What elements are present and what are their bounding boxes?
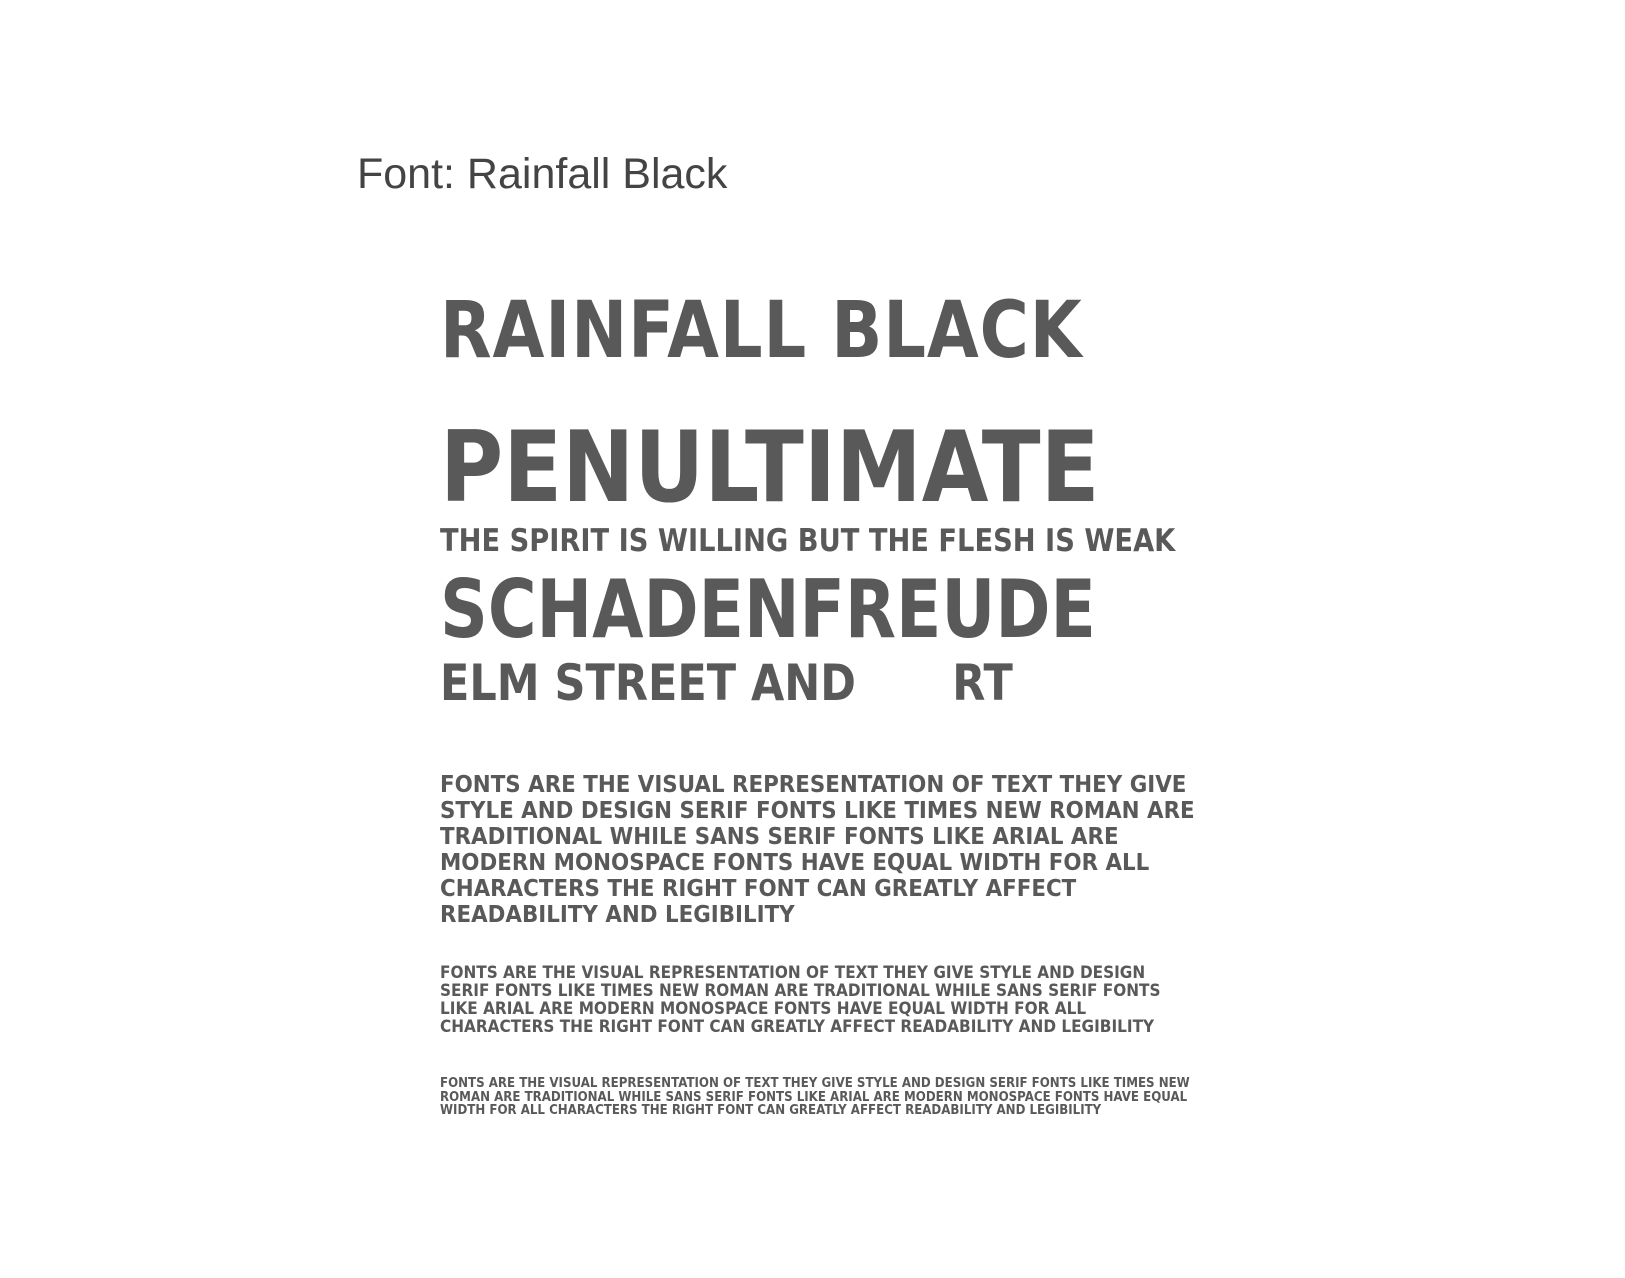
paragraph-line: LIKE ARIAL ARE MODERN MONOSPACE FONTS HAVE EQUAL WIDTH FOR ALL — [440, 999, 1087, 1019]
specimen-word-schadenfreude: SCHADENFREUDE — [440, 563, 1096, 656]
paragraph-line: STYLE AND DESIGN SERIF FONTS LIKE TIMES NEW ROMAN ARE — [440, 798, 1195, 824]
specimen-word-penultimate: PENULTIMATE — [440, 411, 1100, 525]
paragraph-large — [440, 772, 1251, 928]
paragraph-line: READABILITY AND LEGIBILITY — [440, 902, 795, 928]
font-name-label: Font: Rainfall Black — [357, 150, 728, 198]
specimen-font-name: RAINFALL BLACK — [440, 286, 1083, 376]
specimen-elm-left: ELM STREET AND — [440, 654, 856, 712]
paragraph-line: TRADITIONAL WHILE SANS SERIF FONTS LIKE ARIAL ARE — [440, 824, 1119, 850]
paragraph-line: FONTS ARE THE VISUAL REPRESENTATION OF TEXT THEY GIVE STYLE AND DESIGN — [440, 963, 1146, 983]
specimen-phrase: THE SPIRIT IS WILLING BUT THE FLESH IS WEAK — [440, 523, 1176, 559]
paragraph-line: ROMAN ARE TRADITIONAL WHILE SANS SERIF FONTS LIKE ARIAL ARE MODERN MONOSPACE FONTS HAVE EQUAL — [440, 1089, 1188, 1105]
paragraph-line: CHARACTERS THE RIGHT FONT CAN GREATLY AFFECT — [440, 876, 1077, 902]
paragraph-line: MODERN MONOSPACE FONTS HAVE EQUAL WIDTH FOR ALL — [440, 850, 1150, 876]
paragraph-line: CHARACTERS THE RIGHT FONT CAN GREATLY AFFECT READABILITY AND LEGIBILITY — [440, 1017, 1155, 1037]
paragraph-line: SERIF FONTS LIKE TIMES NEW ROMAN ARE TRADITIONAL WHILE SANS SERIF FONTS — [440, 981, 1161, 1001]
paragraph-line: FONTS ARE THE VISUAL REPRESENTATION OF TEXT THEY GIVE STYLE AND DESIGN SERIF FONTS LIKE TIMES NEW — [440, 1076, 1190, 1091]
paragraph-line: WIDTH FOR ALL CHARACTERS THE RIGHT FONT CAN GREATLY AFFECT READABILITY AND LEGIBILITY — [440, 1103, 1102, 1118]
paragraph-line: FONTS ARE THE VISUAL REPRESENTATION OF TEXT THEY GIVE — [440, 772, 1187, 798]
specimen-elm-right: RT — [952, 654, 1013, 712]
specimen-elm-street — [440, 654, 1013, 712]
paragraph-medium — [440, 964, 1241, 1036]
paragraph-small — [440, 1077, 1264, 1118]
